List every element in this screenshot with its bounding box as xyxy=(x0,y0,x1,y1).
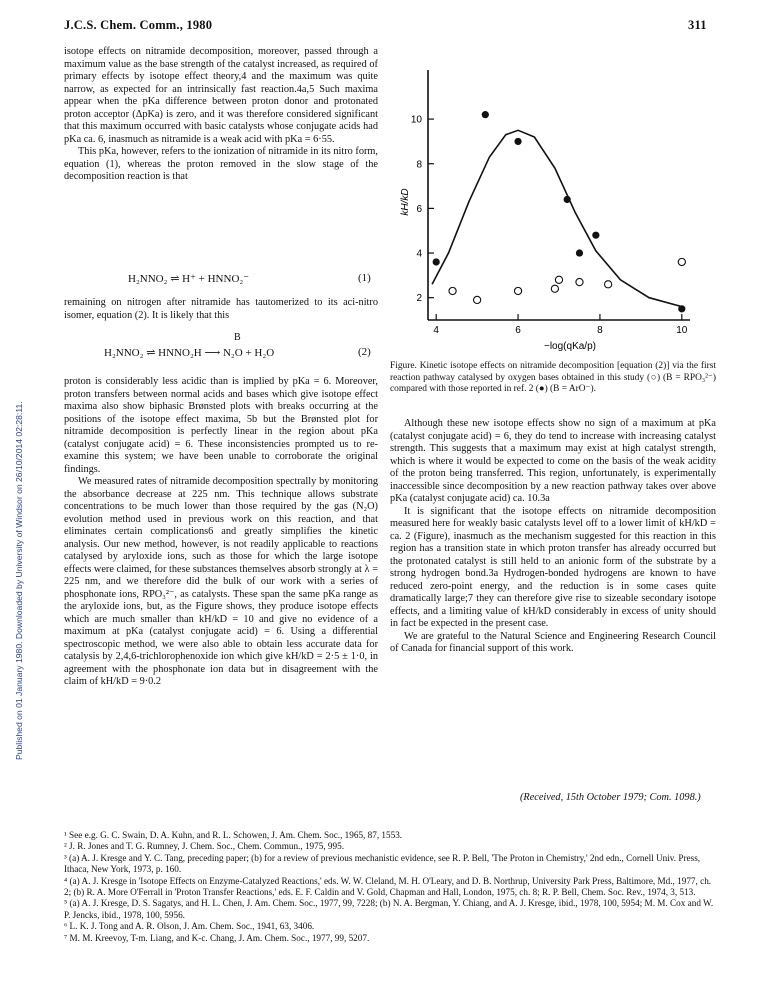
reference-item: ⁷ M. M. Kreevoy, T-m. Liang, and K-c. Chang, J. Am. Chem. Soc., 1977, 99, 5207. xyxy=(64,932,370,943)
download-notice-text: Published on 01 January 1980. Downloaded by University of Windsor on 26/10/2014 02:28:11. xyxy=(14,401,24,760)
x-tick-label: 10 xyxy=(676,325,688,336)
open-data-point xyxy=(678,258,685,265)
y-tick-label: 2 xyxy=(416,293,422,305)
paragraph: It is significant that the isotope effects on nitramide decomposition measured here for weakly basic catalysts level off to a lower limit of kH/kD = ca. 2 (Figure), inasmuch as the mechanism suggested for this reaction in this region has a transition state in which proton transfer has already occurred but the protonated catalyst is still held to an anionic form of the substrate by a strong hydrogen bond.3a Hydrogen-bonded hydrogens are known to have reduced zero-point energy, and the reduction is in some cases quite dramatically large;7 they can therefore give rise to sizeable secondary isotope effects, and a limiting value of kH/kD considerably in excess of unity should in fact be expected in the present case. xyxy=(390,505,716,629)
open-data-point xyxy=(449,287,456,294)
open-data-point xyxy=(514,287,521,294)
y-tick-label: 4 xyxy=(416,248,422,260)
paragraph: proton is considerably less acidic than is implied by pKa = 6. Moreover, proton transfers between normal acids and bases which give isotope effect maxima also show biphasic Brønsted plots with breaks occurring at the positions of the isotope effect maxima, 5b but the Brønsted plot for nitramide decomposition is perfectly linear in the region about pKa (catalyst conjugate acid) = 6. These inconsistencies prompted us to re-examine this system; we have been unable to corroborate the original findings. xyxy=(64,376,378,475)
filled-data-point xyxy=(678,305,685,312)
filled-data-point xyxy=(564,196,571,203)
paragraph: This pKa, however, refers to the ionization of nitramide in its nitro form, equation (1), whereas the proton removed in the slow stage of the decomposition reaction is that xyxy=(64,146,378,182)
open-data-point xyxy=(551,285,558,292)
left-column-block-3 xyxy=(64,376,378,689)
page-number: 311 xyxy=(688,18,707,32)
reference-item: ² J. R. Jones and T. G. Rumney, J. Chem. Soc., Chem. Commun., 1975, 995. xyxy=(64,841,344,852)
filled-data-point xyxy=(576,249,583,256)
y-tick-label: 10 xyxy=(410,114,422,126)
chart-points xyxy=(433,111,686,312)
paragraph: Although these new isotope effects show no sign of a maximum at pKa (catalyst conjugate acid) = 6, they do tend to increase with increasing catalyst strength. This suggests that a maximum may exist at high catalyst strength, which is where it would be expected to come on the basis of the weak acidity of the proton being transferred. This region, unfortunately, is experimentally inaccessible since decomposition by a new reaction pathway takes over above pKa (catalyst conjugate acid) ca. 10.3a xyxy=(390,418,716,504)
figure-caption: Figure. Kinetic isotope effects on nitramide decomposition [equation (2)] via the first reaction pathway catalysed by oxygen bases obtained in this study (○) (B = RPO₃²⁻) compared with those reported in ref. 2 (●) (B = ArO⁻). xyxy=(390,361,716,394)
paragraph: isotope effects on nitramide decomposition, moreover, passed through a maximum value as the base strength of the catalyst increased, as required of primary effects by isotope effect theory,4 and the maximum was quite narrow, as expected for an intrinsically fast reaction.4a,5 Such maxima appear when the pKa difference between proton donor and protonated proton acceptor (ΔpKa) is zero, and it was therefore considered significant that this maximum occurred with basic catalysts whose conjugate acids had pKa ca. 6, inasmuch as nitramide is a weak acid with pKa = 6·55. xyxy=(64,46,378,145)
paragraph: We are grateful to the Natural Science and Engineering Research Council of Canada for financial support of this work. xyxy=(390,630,716,654)
open-data-point xyxy=(576,278,583,285)
received-date: (Received, 15th October 1979; Com. 1098.) xyxy=(520,792,701,803)
chart-axes xyxy=(411,70,690,336)
y-axis-label: kH/kD xyxy=(400,188,411,216)
filled-data-point xyxy=(433,258,440,265)
filled-data-point xyxy=(482,111,489,118)
reference-item: ⁶ L. K. J. Tong and A. R. Olson, J. Am. Chem. Soc., 1941, 63, 3406. xyxy=(64,921,315,932)
equation-2: H₂NNO₂ ⇌ HNNO₂H ⟶ N₂O + H₂O xyxy=(104,347,275,359)
open-data-point xyxy=(555,276,562,283)
filled-data-point xyxy=(592,232,599,239)
filled-data-point xyxy=(514,138,521,145)
reference-item: ⁵ (a) A. J. Kresge, D. S. Sagatys, and H. L. Chen, J. Am. Chem. Soc., 1977, 99, 7228; (b) N. A. Bergman, Y. Chiang, and A. J. Kresge, ibid., 1978, 100, 5954; M. M. Cox and W. P. Jencks, ibid., 1978, 100, 5956. xyxy=(64,898,714,920)
left-column-block-2 xyxy=(64,297,378,322)
y-tick-label: 8 xyxy=(416,159,422,171)
equation-1-number: (1) xyxy=(358,272,371,284)
running-header: J.C.S. Chem. Comm., 1980 xyxy=(64,18,213,32)
right-column xyxy=(390,418,716,656)
equation-2-catalyst: B xyxy=(234,332,241,343)
paragraph: remaining on nitrogen after nitramide has tautomerized to its aci-nitro isomer, equation (2). It is likely that this xyxy=(64,297,378,321)
left-column-block-1 xyxy=(64,46,378,184)
x-tick-label: 4 xyxy=(433,325,439,336)
reference-item: ¹ See e.g. G. C. Swain, D. A. Kuhn, and R. L. Schowen, J. Am. Chem. Soc., 1965, 87, 1553. xyxy=(64,830,403,840)
y-tick-label: 6 xyxy=(416,203,422,215)
equation-1: H₂NNO₂ ⇌ H⁺ + HNNO₂⁻ xyxy=(128,273,250,285)
open-data-point xyxy=(605,281,612,288)
x-axis-label: −log(qKa/p) xyxy=(544,341,596,352)
isotope-effect-figure xyxy=(390,52,716,356)
paragraph: We measured rates of nitramide decomposition spectrally by monitoring the absorbance decrease at 225 nm. This technique allows substrate concentrations to be much lower than those required by the gas (N₂O) evolution method used in previous work on this reaction, and that eliminates certain complications6 and greatly simplifies the kinetic analysis. Our new method, however, is not readily applicable to reactions catalysed by aryloxide ions, such as those for which the large isotope effects were claimed, for these substances themselves absorb strongly at λ = 225 nm, and we therefore did the bulk of our work with a series of phosphonate ions, RPO₃²⁻, as catalysts. These span the same pKa range as the aryloxide ions, but, as the Figure shows, they produce isotope effects which are much smaller than kH/kD = 10 and give no evidence of a maximum at pKa (catalyst conjugate acid) = 6. Using a differential spectroscopic method, we were also able to obtain less accurate data for catalysis by 2,4,6-trichlorophenoxide ion which give kH/kD = 2·5 ± 1·0, in agreement with the phosphonate ion data but in disagreement with the claim of kH/kD = 9·0.2 xyxy=(64,476,378,687)
reference-item: ³ (a) A. J. Kresge and Y. C. Tang, preceding paper; (b) for a review of previous mechanistic evidence, see R. P. Bell, 'The Proton in Chemistry,' 2nd edn., Cornell Univ. Press, Ithaca, New York, 1973, p. 160. xyxy=(64,852,701,875)
references xyxy=(64,830,716,944)
open-data-point xyxy=(474,296,481,303)
equation-2-number: (2) xyxy=(358,346,371,358)
download-notice xyxy=(2,180,24,760)
x-tick-label: 8 xyxy=(597,325,603,336)
x-tick-label: 6 xyxy=(515,325,521,336)
reference-item: ⁴ (a) A. J. Kresge in 'Isotope Effects on Enzyme-Catalyzed Reactions,' eds. W. W. Cleland, M. H. O'Leary, and D. B. Northrup, University Park Press, Baltimore, Md., 1977, ch. 2; (b) R. A. More O'Ferrall in 'Proton Transfer Reactions,' eds. E. F. Caldin and V. Gold, Chapman and Hall, London, 1975, ch. 8; R. P. Bell, Chem. Soc. Rev., 1974, 3, 513. xyxy=(64,875,712,898)
